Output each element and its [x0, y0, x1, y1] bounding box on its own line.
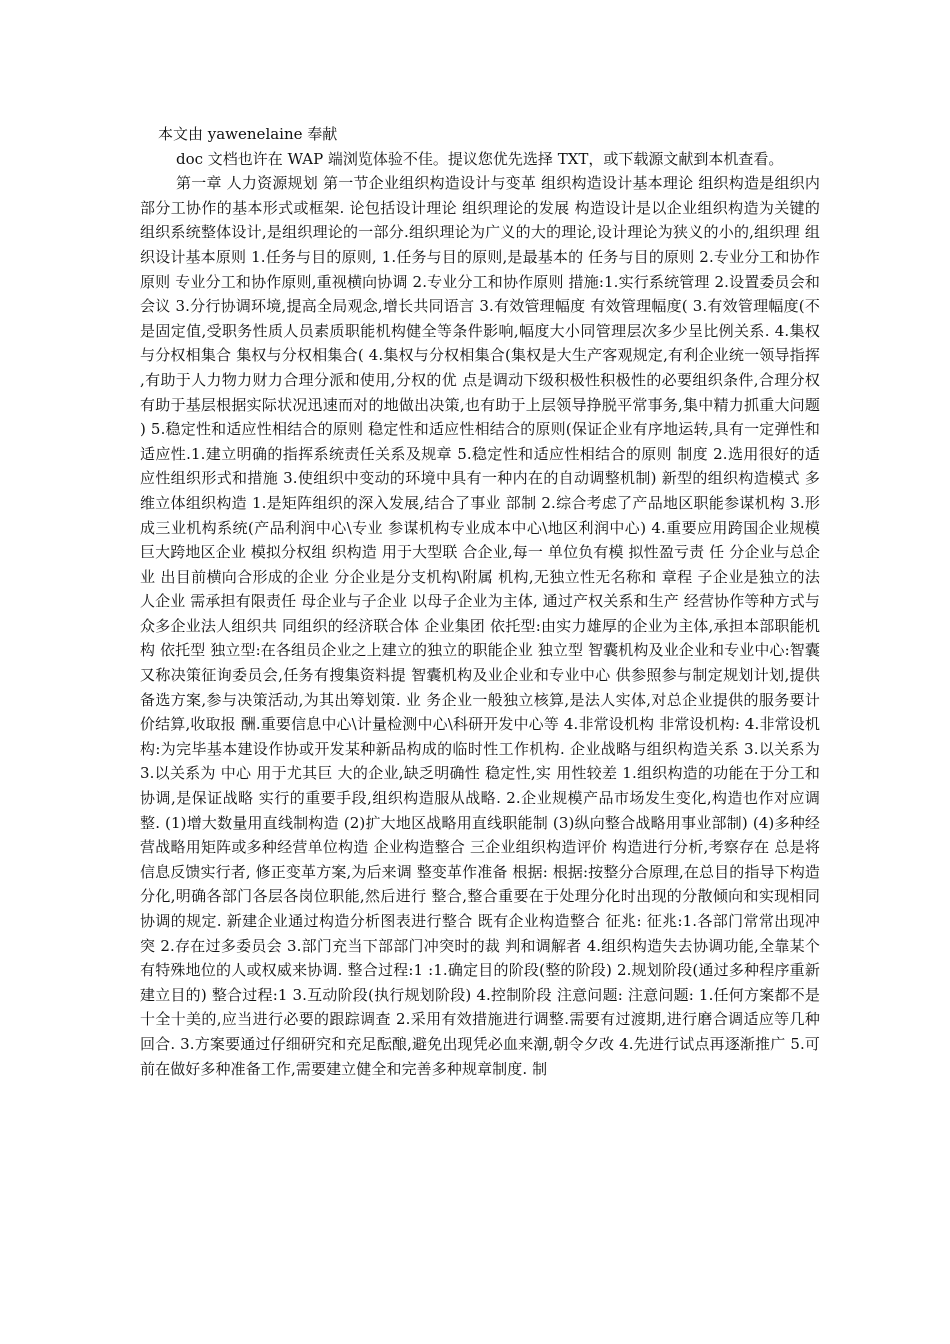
- attribution-line: 本文由 yawenelaine 奉献: [158, 125, 338, 143]
- document-body-text: 第一章 人力资源规划 第一节企业组织构造设计与变革 组织构造设计基本理论 组织构造是组织内部分工协作的基本形式或框架. 论包括设计理论 组织理论的发展 构造设计是以企业组织构造为关键的组织系统整体设计,是组织理论的一部分.组织理论为广义的大的理论,设计理论为狭义的小的,组织理 组织设计基本原则 1.任务与目的原则, 1.任务与目的原则,是最基本的 任务与目的原则 2.专业分工和协作原则 专业分工和协作原则,重视横向协调 2.专业分工和协作原则 措施:1.实行系统管理 2.设置委员会和会议 3.分行协调环境,提高全局观念,增长共同语言 3.有效管理幅度 有效管理幅度( 3.有效管理幅度(不是固定值,受职务性质人员素质职能机构健全等条件影响,幅度大小同管理层次多少呈比例关系. 4.集权与分权相集合 集权与分权相集合( 4.集权与分权相集合(集权是大生产客观规定,有利企业统一领导指挥,有助于人力物力财力合理分派和使用,分权的优 点是调动下级积极性积极性的必要组织条件,合理分权有助于基层根据实际状况迅速而对的地做出决策,也有助于上层领导挣脱平常事务,集中精力抓重大问题) 5.稳定性和适应性相结合的原则 稳定性和适应性相结合的原则(保证企业有序地运转,具有一定弹性和适应性.1.建立明确的指挥系统责任关系及规章 5.稳定性和适应性相结合的原则 制度 2.选用很好的适应性组织形式和措施 3.使组织中变动的环境中具有一种内在的自动调整机制) 新型的组织构造模式 多维立体组织构造 1.是矩阵组织的深入发展,结合了事业 部制 2.综合考虑了产品地区职能参谋机构 3.形成三业机构系统(产品利润中心\专业 参谋机构专业成本中心\地区利润中心) 4.重要应用跨国企业规模巨大跨地区企业 模拟分权组 织构造 用于大型联 合企业,每一 单位负有模 拟性盈亏责 任 分企业与总企业 出目前横向合形成的企业 分企业是分支机构\附属 机构,无独立性无名称和 章程 子企业是独立的法人企业 需承担有限责任 母企业与子企业 以母子企业为主体, 通过产权关系和生产 经营协作等种方式与 众多企业法人组织共 同组织的经济联合体 企业集团 依托型:由实力雄厚的企业为主体,承担本部职能机构 依托型 独立型:在各组员企业之上建立的独立的职能企业 独立型 智囊机构及业企业和专业中心:智囊又称决策征询委员会,任务有搜集资料提 智囊机构及业企业和专业中心 供参照参与制定规划计划,提供备选方案,参与决策活动,为其出筹划策. 业 务企业一般独立核算,是法人实体,对总企业提供的服务要计价结算,收取报 酬.重要信息中心\计量检测中心\科研开发中心等 4.非常设机构 非常设机构: 4.非常设机构:为完毕基本建设作协或开发某种新品构成的临时性工作机构. 企业战略与组织构造关系 3.以关系为 3.以关系为 中心 用于尤其巨 大的企业,缺乏明确性 稳定性,实 用性较差 1.组织构造的功能在于分工和协调,是保证战略 实行的重要手段,组织构造服从战略. 2.企业规模产品市场发生变化,构造也作对应调 整. (1)增大数量用直线制构造 (2)扩大地区战略用直线职能制 (3)纵向整合战略用事业部制) (4)多种经营战略用矩阵或多种经营单位构造 企业构造整合 三企业组织构造评价 构造进行分析,考察存在 总是将信息反馈实行者, 修正变革方案,为后来调 整变革作准备 根据: 根据:按整分合原理,在总目的指导下构造分化,明确各部门各层各岗位职能,然后进行 整合,整合重要在于处理分化时出现的分散倾向和实现相同协调的规定. 新建企业通过构造分析图表进行整合 既有企业构造整合 征兆: 征兆:1.各部门常常出现冲突 2.存在过多委员会 3.部门充当下部部门冲突时的裁 判和调解者 4.组织构造失去协调功能,全靠某个有特殊地位的人或权威来协调. 整合过程:1 :1.确定目的阶段(整的阶段) 2.规划阶段(通过多种程序重新建立目的) 整合过程:1 3.互动阶段(执行规划阶段) 4.控制阶段 注意问题: 注意问题: 1.任何方案都不是十全十美的,应当进行必要的跟踪调查 2.采用有效措施进行调整.需要有过渡期,进行磨合调适应等几种回合. 3.方案要通过仔细研究和充足酝酿,避免出现凭必血来潮,朝令夕改 4.先进行试点再逐渐推广 5.可前在做好多种准备工作,需要建立健全和完善多种规章制度. 制: [140, 174, 820, 1078]
- format-notice: doc 文档也许在 WAP 端浏览体验不佳。提议您优先选择 TXT，或下载源文献到本机查看。: [176, 149, 784, 168]
- document-content: [140, 122, 820, 1081]
